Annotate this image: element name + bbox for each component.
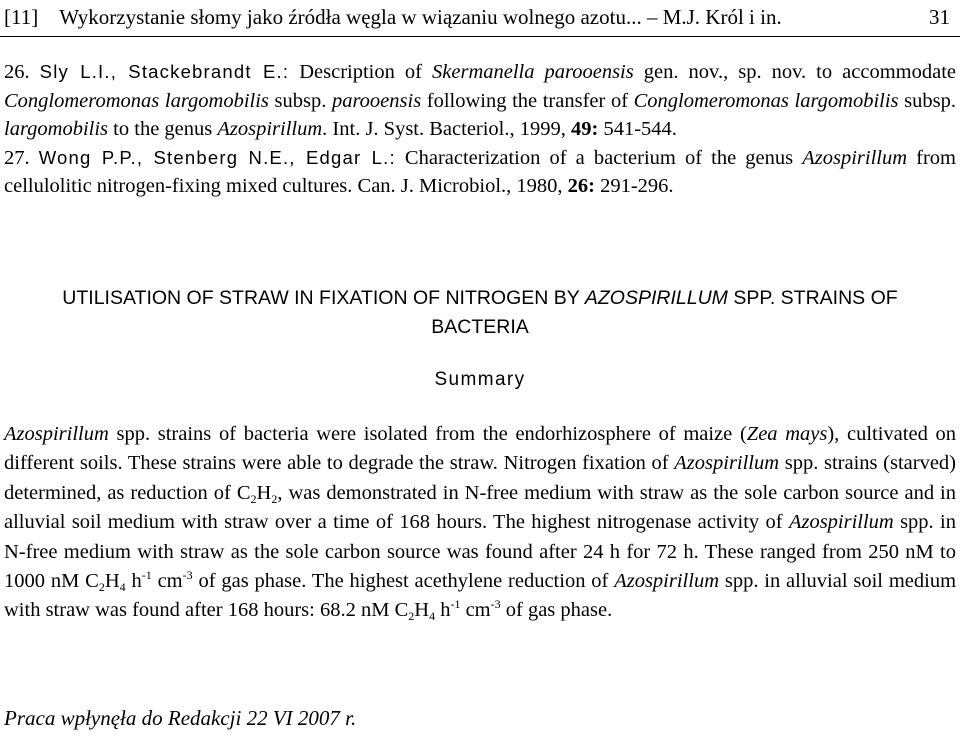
ref-number: 26. — [4, 61, 30, 83]
page-number: 31 — [929, 5, 950, 29]
english-title: UTILISATION OF STRAW IN FIXATION OF NITROGEN BY AZOSPIRILLUM SPP. STRAINS OF BACTERIA — [62, 287, 898, 338]
header-rule — [0, 36, 960, 37]
received-date: Praca wpłynęła do Redakcji 22 VI 2007 r. — [4, 706, 357, 730]
title-genus: AZOSPIRILLUM — [584, 287, 728, 309]
ref-number: 27. — [4, 146, 30, 169]
running-header — [4, 2, 950, 32]
summary-text: Azospirillum spp. strains of bacteria were isolated from the endorhizosphere of maize (Zea mays), cultivated on different soils. These strains were able to degrade the straw. Nitrogen fixation of Azospirillum spp. strains (starved) determined, as reduction of $C_2H_2$, was demonstrated in N-free medium with straw as the sole carbon source and in alluvial soil medium with straw over a time of 168 hours. The highest nitrogenase activity of Azospirillum spp. in N-free medium with straw as the sole carbon source was found after 24 h for 72 h. These ranged from 250 nM to 1000 nM $C_2H_4$ $h^{-1}$ $cm^{-3}$ of gas phase. The highest acethylene reduction of Azospirillum spp. in alluvial soil medium with straw was found after 168 hours: 68.2 nM $C_2H_4$ $h^{-1}$ $cm^{-3}$ of gas phase. — [4, 423, 957, 624]
ref-authors: Sly L.I., Stackebrandt E.: — [39, 61, 290, 82]
header-left — [4, 2, 782, 32]
ref-pages: 291-296. — [594, 175, 674, 197]
header-running-title: Wykorzystanie słomy jako źródła węgla w wiązaniu wolnego azotu... – M.J. Król i in. — [59, 5, 782, 29]
ref-authors: Wong P.P., Stenberg N.E., Edgar L.: — [38, 146, 396, 168]
ref-volume: 49: — [571, 118, 599, 140]
header-ref-number: [11] — [4, 5, 39, 29]
reference-list — [4, 58, 956, 201]
ref-volume: 26: — [567, 175, 595, 197]
reference-26: 26. Sly L.I., Stackebrandt E.: Description of Skermanella parooensis gen. nov., sp. nov. to accommodate Conglomeromonas largomobilis subsp. parooensis following the transfer of Conglomeromonas largomobilis subsp. largomobilis to the genus Azospirillum. Int. J. Syst. Bacteriol., 1999, 49: 541-544. — [4, 61, 956, 140]
ref-pages: 541-544. — [598, 118, 677, 140]
reference-27: 27. Wong P.P., Stenberg N.E., Edgar L.: Characterization of a bacterium of the genus Azospirillum from cellulolitic nitrogen-fixing mixed cultures. Can. J. Microbiol., 1980, 26: 291-296. — [4, 146, 956, 197]
summary-heading: Summary — [434, 369, 526, 390]
